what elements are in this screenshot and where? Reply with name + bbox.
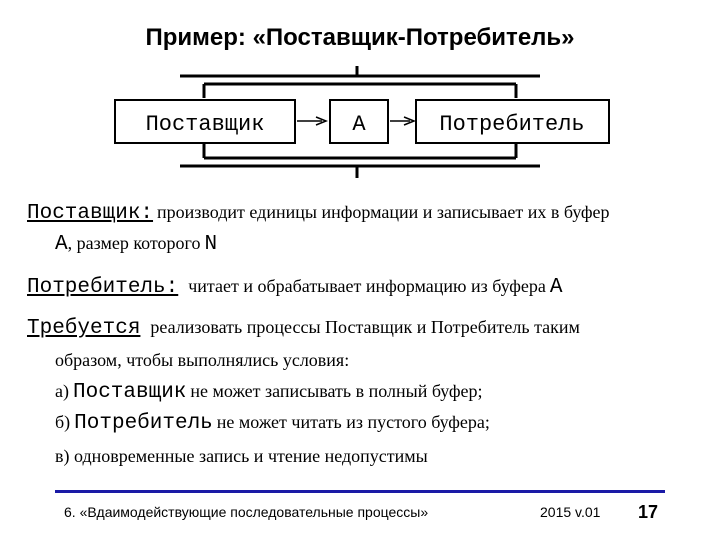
page-title: Пример: «Поставщик-Потребитель»	[145, 24, 575, 51]
footer-divider	[55, 490, 665, 493]
producer-term: Поставщик:	[27, 202, 154, 225]
buffer-label: A	[352, 112, 366, 137]
producer-label: Поставщик	[145, 112, 265, 137]
condition-b	[55, 412, 490, 435]
requirement-definition	[27, 317, 580, 340]
consumer-buffer: A	[549, 276, 563, 299]
condition-c: в) одновременные запись и чтение недопустимы	[55, 446, 428, 466]
condition-b-term: Потребитель	[74, 412, 213, 435]
condition-a-prefix: а)	[55, 381, 69, 401]
condition-b-text: не может читать из пустого буфера;	[216, 412, 490, 432]
footer-section: 6. «Вдаимодействующие последовательные процессы»	[64, 504, 429, 520]
condition-a	[55, 381, 483, 404]
consumer-term: Потребитель:	[27, 276, 179, 299]
producer-definition-cont	[55, 233, 217, 256]
page-number: 17	[638, 502, 659, 522]
buffer-size: N	[204, 233, 218, 256]
consumer-definition	[27, 276, 563, 299]
condition-a-term: Поставщик	[72, 381, 187, 404]
condition-b-prefix: б)	[55, 412, 71, 432]
required-term: Требуется	[27, 317, 141, 340]
producer-text: производит единицы информации и записывает их в буфер	[157, 202, 610, 222]
condition-a-text: не может записывать в полный буфер;	[190, 381, 483, 401]
consumer-text: читает и обрабатывает информацию из буфера	[188, 276, 546, 296]
buffer-size-text: , размер которого	[67, 233, 201, 253]
consumer-label: Потребитель	[439, 112, 585, 137]
producer-definition	[27, 202, 610, 225]
required-text-cont: образом, чтобы выполнялись условия:	[55, 350, 350, 370]
footer-version: 2015 v.01	[540, 504, 601, 520]
buffer-name: A	[55, 233, 68, 256]
required-text: реализовать процессы Поставщик и Потребитель таким	[150, 317, 580, 337]
producer-consumer-diagram	[0, 0, 720, 200]
